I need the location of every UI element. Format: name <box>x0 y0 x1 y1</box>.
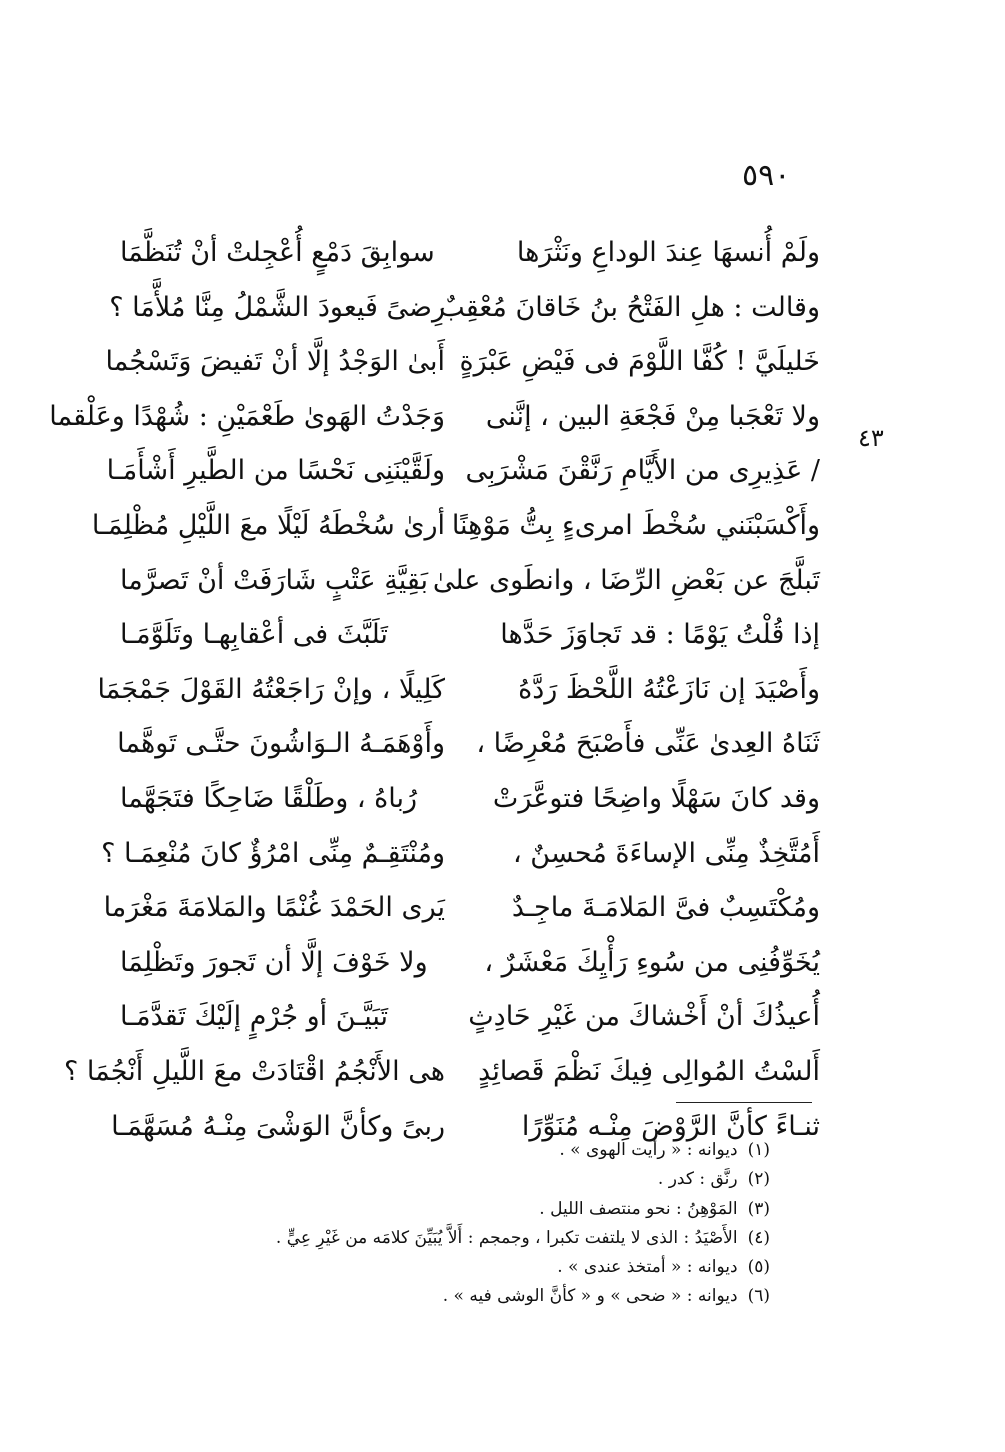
first-hemistich: أَمُتَّخِذٌ مِنِّى الإساءَةَ مُحسِنٌ ، <box>513 837 820 869</box>
poem-body <box>49 226 820 1154</box>
poem-verse <box>120 772 820 827</box>
poem-verse <box>109 281 820 336</box>
poem-verse <box>120 554 820 609</box>
second-hemistich: رُباهُ ، وطَلْقًا ضَاحِكًا فتَجَهَّما <box>120 783 418 815</box>
first-hemistich: ولَمْ أُنسهَا عِندَ الوداعِ ونَثْرَها <box>516 237 820 269</box>
footnote-text: ديوانه : « رأيت الهوى » . <box>559 1140 738 1160</box>
footnote <box>200 1165 770 1194</box>
second-hemistich: بَقِيَّةِ عَتْبٍ شَارَفَتْ أنْ تَصرَّما <box>120 564 429 596</box>
first-hemistich: ثَنَاهُ العِدىٰ عَنِّى فأَصْبَحَ مُعْرِضًا ، <box>476 728 820 760</box>
footnote-number: (٢) <box>747 1169 770 1190</box>
poem-verse <box>106 444 820 499</box>
footnote-text: رنَّق : كدر . <box>657 1169 738 1190</box>
second-hemistich: رِضىً فَيعودَ الشَّمْلُ مِنَّا مُلأَّمَا ؟ <box>109 291 445 323</box>
second-hemistich: سوابِقَ دَمْعٍ أُعْجِلتْ أنْ تُنَظَّمَا <box>120 237 435 269</box>
second-hemistich: أَبىٰ الوَجْدُ إلَّا أنْ تَفيضَ وَتَسْجُما <box>105 346 445 378</box>
footnote-text: ديوانه : « أمتخذ عندى » . <box>557 1257 738 1278</box>
footnotes <box>200 1136 770 1312</box>
margin-reference-number: ٤٣ <box>858 424 884 452</box>
poem-verse <box>120 226 820 281</box>
second-hemistich: وَجَدْتُ الهَوىٰ طَعْمَيْنِ : شُهْدًا وعَلْقما <box>49 400 445 432</box>
second-hemistich: أرىٰ سُخْطَهُ لَيْلًا معَ اللَّيْلِ مُظْلِمَـا <box>91 510 445 542</box>
second-hemistich: وأَوْهَمَـهُ الـوَاشُونَ حتَّـى تَوهَّما <box>117 728 445 760</box>
poem-verse <box>49 390 820 445</box>
first-hemistich: / عَذِيرِى من الأَيَّامِ رَنَّقْنَ مَشْرَبِى <box>465 455 820 487</box>
second-hemistich: هى الأَنْجُمُ اقْتَادَتْ معَ اللَّيلِ أَنْجُمَا ؟ <box>64 1056 445 1087</box>
poem-verse <box>117 717 820 772</box>
footnote <box>200 1224 770 1253</box>
poem-verse <box>120 936 820 991</box>
second-hemistich: كَلِيلًا ، وإنْ رَاجَعْتُهُ القَوْلَ جَمْجَمَا <box>97 673 445 705</box>
poem-verse <box>101 827 820 882</box>
first-hemistich: خَليلَيَّ ! كُفَّا اللَّوْمَ فى فَيْضِ عَبْرَةٍ <box>459 346 820 378</box>
first-hemistich: إذا قُلْتُ يَوْمًا : قد تَجاوَزَ حَدَّها <box>500 619 820 651</box>
footnote-number: (٤) <box>747 1227 770 1248</box>
poem-verse <box>120 608 820 663</box>
footnote-number: (٦) <box>747 1286 770 1307</box>
first-hemistich: أَلسْتُ المُوالِى فِيكَ نَظْمَ قَصائِدٍ <box>478 1056 820 1087</box>
footnote <box>200 1282 770 1311</box>
page-number: ٥٩٠ <box>742 158 791 193</box>
footnote <box>200 1136 770 1165</box>
poem-verse <box>120 990 820 1045</box>
second-hemistich: تَلَبَّثَ فى أعْقابِهـا وتَلَوَّمَـا <box>120 619 388 651</box>
footnote <box>200 1195 770 1224</box>
footnote-separator <box>676 1102 812 1103</box>
first-hemistich: ثنـاءً كأنَّ الرَّوْضَ مِنْـه مُنَوِّرًا <box>521 1110 820 1142</box>
first-hemistich: يُخَوِّفُنِى من سُوءِ رَأْيِكَ مَعْشَرٌ ، <box>484 946 820 978</box>
footnote-number: (٣) <box>747 1198 770 1219</box>
first-hemistich: ولا تَعْجَبا مِنْ فَجْعَةِ البين ، إنَّنى <box>485 400 820 432</box>
second-hemistich: يَرى الحَمْدَ غُنْمًا والمَلامَةَ مَغْرَما <box>103 892 445 924</box>
poem-verse <box>64 1045 820 1100</box>
second-hemistich: تَبَيَّـنَ أو جُرْمٍ إلَيْكَ تَقدَّمَـا <box>120 1001 389 1033</box>
footnote-text: ديوانه : « ضحى » و « كأنَّ الوشى فيه » . <box>442 1286 738 1307</box>
first-hemistich: ومُكْتَسِبٌ فىَّ المَلامَـةَ ماجِـدٌ <box>511 892 820 924</box>
poem-verse <box>91 499 820 554</box>
poem-verse <box>105 335 820 390</box>
first-hemistich: وقالت : هلِ الفَتْحُ بنُ خَاقانَ مُعْقِبٌ <box>439 291 820 323</box>
first-hemistich: وأَكْسَبْنَني سُخْطَ امرىءٍ بِتُّ مَوْهِنًا <box>451 510 820 542</box>
first-hemistich: أُعيذُكَ أنْ أَخْشاكَ من غَيْرِ حَادِثٍ <box>468 1001 820 1033</box>
footnote-text: المَوْهِنُ : نحو منتصف الليل . <box>539 1198 738 1219</box>
second-hemistich: ربىً وكأنَّ الوَشْىَ مِنْـهُ مُسَهَّمَـا <box>111 1110 445 1142</box>
footnote <box>200 1253 770 1282</box>
second-hemistich: ولا خَوْفَ إلَّا أن تَجورَ وتَظْلِمَا <box>120 946 428 978</box>
footnote-number: (١) <box>747 1140 770 1160</box>
second-hemistich: ولَقَّيْنَنِى نَحْسًا من الطَّيرِ أَشْأَمَـا <box>106 455 445 487</box>
second-hemistich: ومُنْتَقِـمٌ مِنِّى امْرُؤٌ كانَ مُنْعِمَـا ؟ <box>101 837 445 869</box>
poem-verse <box>103 881 820 936</box>
footnote-number: (٥) <box>747 1257 770 1278</box>
poem-verse <box>97 663 820 718</box>
first-hemistich: وأَصْيَدَ إن نَازَعْتُهُ اللَّحْظَ رَدَّهُ <box>518 673 820 705</box>
first-hemistich: تَبلَّجَ عن بَعْضِ الرِّضَا ، وانطَوى علىٰ <box>432 564 820 596</box>
first-hemistich: وقد كانَ سَهْلًا واضِحًا فتوعَّرَتْ <box>492 783 820 815</box>
footnote-text: الأَصْيَدُ : الذى لا يلتفت تكبرا ، وجمجم : أَلاَّ يُبَيِّنَ كلامَه من غَيْرِ عِيٍّ . <box>275 1227 738 1248</box>
